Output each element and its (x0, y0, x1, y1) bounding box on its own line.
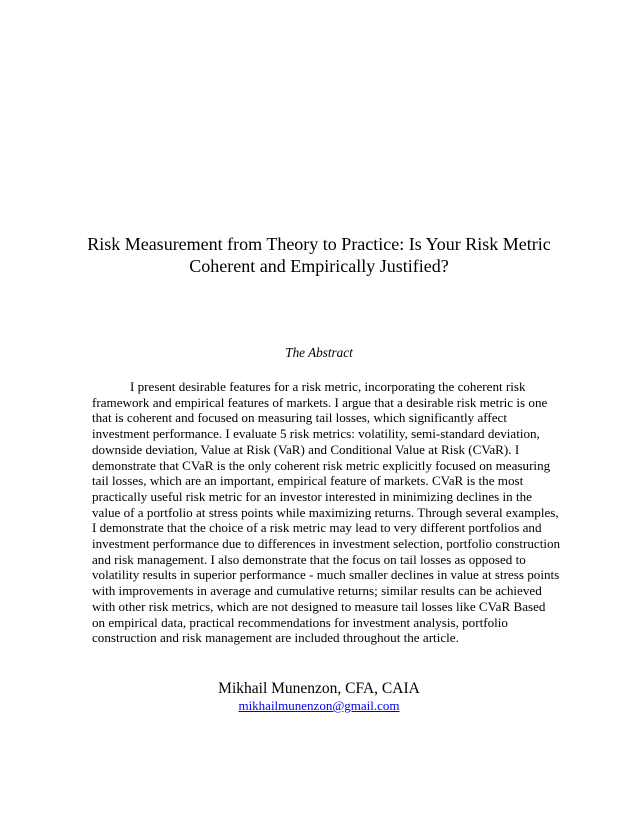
abstract-line: construction and risk management are included throughout the article. (92, 630, 459, 646)
abstract-line: volatility results in superior performance - much smaller declines in value at stress points (92, 567, 560, 583)
email-link[interactable]: mikhailmunenzon@gmail.com (238, 698, 400, 713)
abstract-body (92, 379, 561, 646)
author-name: Mikhail Munenzon, CFA, CAIA (218, 680, 420, 697)
abstract-line: practically useful risk metric for an investor interested in minimizing declines in the (92, 488, 532, 504)
paper-title-line-2: Coherent and Empirically Justified? (189, 256, 449, 276)
abstract-line: and risk management. I also demonstrate that the focus on tail losses as opposed to (92, 551, 526, 567)
abstract-line: demonstrate that CVaR is the only coherent risk metric explicitly focused on measuring (92, 457, 551, 473)
abstract-line: with improvements in average and cumulative returns; similar results can be achieved (92, 583, 542, 599)
abstract-line: I present desirable features for a risk metric, incorporating the coherent risk (130, 379, 526, 394)
abstract-line: downside deviation, Value at Risk (VaR) and Conditional Value at Risk (CVaR). I (92, 441, 520, 457)
abstract-line: framework and empirical features of markets. I argue that a desirable risk metric is one (92, 394, 548, 410)
abstract-line: that is coherent and focused on measuring tail losses, which significantly affect (92, 410, 508, 426)
paper-title (60, 233, 578, 277)
abstract-line: tail losses, which are an important, empirical feature of markets. CVaR is the most (92, 473, 524, 489)
abstract-line: investment performance due to differences in investment selection, portfolio construction (92, 536, 561, 552)
abstract-heading: The Abstract (285, 345, 353, 360)
author-email (0, 698, 638, 714)
abstract-line: I demonstrate that the choice of a risk metric may lead to very different portfolios and (92, 520, 542, 536)
abstract-line: value of a portfolio at stress points while maximizing returns. Through several examples, (92, 504, 559, 520)
paper-title-line-1: Risk Measurement from Theory to Practice: Is Your Risk Metric (87, 234, 551, 254)
abstract-line: with other risk metrics, which are not designed to measure tail losses like CVaR Based (92, 598, 546, 614)
abstract-line: on empirical data, practical recommendations for investment analysis, portfolio (92, 614, 508, 630)
abstract-line: investment performance. I evaluate 5 risk metrics: volatility, semi-standard deviation, (92, 426, 540, 442)
